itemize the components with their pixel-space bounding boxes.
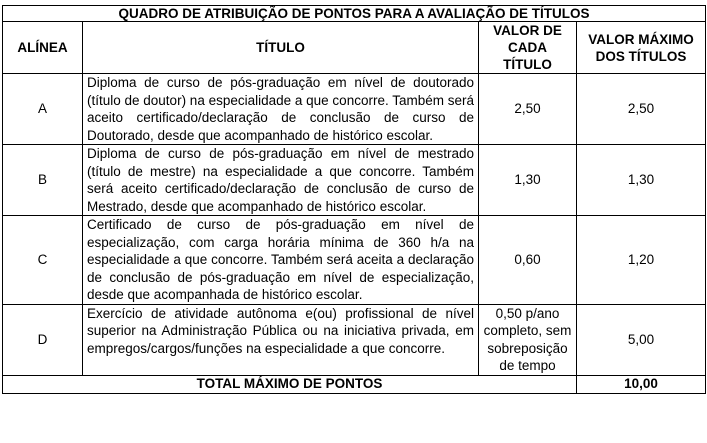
row-alinea: B — [3, 145, 83, 216]
table-row — [3, 216, 706, 305]
row-valor-maximo: 1,20 — [577, 216, 706, 305]
points-table — [2, 5, 706, 394]
header-titulo: TÍTULO — [83, 22, 479, 74]
table-row — [3, 145, 706, 216]
header-alinea: ALÍNEA — [3, 22, 83, 74]
total-label: TOTAL MÁXIMO DE PONTOS — [3, 375, 577, 393]
row-alinea: D — [3, 304, 83, 375]
row-titulo: Exercício de atividade autônoma e(ou) profissional de nível superior na Administração Pública ou na iniciativa privada, em empregos/cargos/funções na especialidade a que concorre. — [83, 304, 479, 375]
row-valor-cada: 2,50 — [479, 74, 577, 145]
row-valor-maximo: 5,00 — [577, 304, 706, 375]
row-alinea: C — [3, 216, 83, 305]
row-valor-cada: 1,30 — [479, 145, 577, 216]
row-valor-maximo: 2,50 — [577, 74, 706, 145]
table-header-row — [3, 22, 706, 74]
total-row — [3, 375, 706, 393]
row-titulo: Diploma de curso de pós-graduação em nível de doutorado (título de doutor) na especialidade a que concorre. Também será aceito certificado/declaração de conclusão de curso de Doutorado, desde que acompanhado de histórico escolar. — [83, 74, 479, 145]
table-row — [3, 74, 706, 145]
row-valor-maximo: 1,30 — [577, 145, 706, 216]
header-valor-maximo: VALOR MÁXIMO DOS TÍTULOS — [577, 22, 706, 74]
total-value: 10,00 — [577, 375, 706, 393]
row-valor-cada: 0,50 p/ano completo, sem sobreposição de tempo — [479, 304, 577, 375]
header-valor-cada: VALOR DE CADA TÍTULO — [479, 22, 577, 74]
row-alinea: A — [3, 74, 83, 145]
table-title: QUADRO DE ATRIBUIÇÃO DE PONTOS PARA A AVALIAÇÃO DE TÍTULOS — [3, 6, 706, 22]
row-valor-cada: 0,60 — [479, 216, 577, 305]
table-row — [3, 304, 706, 375]
row-titulo: Certificado de curso de pós-graduação em nível de especialização, com carga horária mínima de 360 h/a na especialidade a que concorre. Também será aceita a declaração de conclusão de pós-graduação em nível de especialização, desde que acompanhada de histórico escolar. — [83, 216, 479, 305]
table-title-row — [3, 6, 706, 22]
row-titulo: Diploma de curso de pós-graduação em nível de mestrado (título de mestre) na especialidade a que concorre. Também será aceito certificado/declaração de conclusão de curso de Mestrado, desde que acompanhado de histórico escolar. — [83, 145, 479, 216]
